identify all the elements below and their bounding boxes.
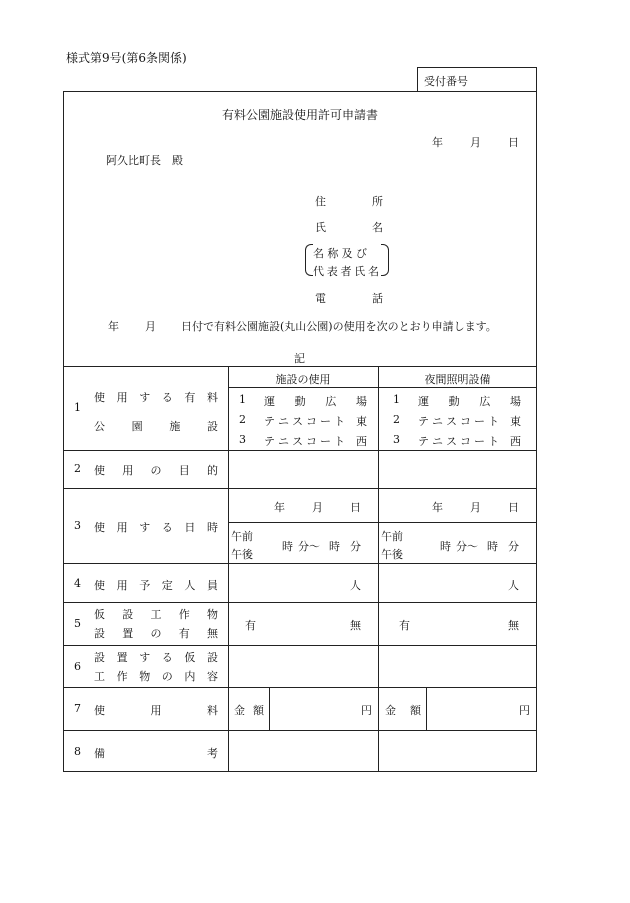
right-bracket: [381, 244, 389, 276]
facility-name: テ ニ ス コ ー ト 西: [418, 435, 521, 448]
facility-number: 1: [393, 393, 400, 406]
am-label: 午前: [381, 530, 403, 543]
facility-name: テ ニ ス コ ー ト 西: [264, 435, 367, 448]
facility-number: 2: [393, 413, 400, 426]
representative-line2: 代 表 者 氏 名: [313, 265, 379, 278]
facility-fee-amount-label: 金 額: [234, 704, 264, 717]
form-number-label: 様式第9号(第6条関係): [66, 51, 187, 65]
row2-label: 使 用 の 目 的: [94, 464, 218, 477]
row-line-3: [63, 563, 537, 564]
row3-number: 3: [74, 519, 81, 532]
row4-number: 4: [74, 577, 81, 590]
row6-label-line2: 工 作 物 の 内 容: [94, 670, 218, 683]
night-remarks-field[interactable]: [380, 732, 535, 770]
row3-label: 使 用 す る 日 時: [94, 521, 218, 534]
row8-number: 8: [74, 745, 81, 758]
row5-label-line1: 仮 設 工 作 物: [94, 608, 218, 621]
applicant-phone-label: 電 話: [315, 292, 383, 305]
row8-label: 備 考: [94, 747, 218, 760]
ki-label: 記: [294, 352, 305, 365]
facility-name: 運 動 広 場: [418, 395, 521, 408]
receipt-number-box: [417, 67, 537, 92]
row6-label-line1: 設 置 す る 仮 設: [94, 651, 218, 664]
row1-label-line1: 使 用 す る 有 料: [94, 391, 218, 404]
usage-purpose-field[interactable]: [230, 452, 376, 486]
row2-number: 2: [74, 462, 81, 475]
col-header-night-lighting: 夜間照明設備: [424, 373, 491, 386]
night-structure-content-field[interactable]: [380, 647, 535, 685]
am-label: 午前: [231, 530, 253, 543]
pm-label: 午後: [231, 548, 253, 561]
row4-label: 使 用 予 定 人 員: [94, 579, 218, 592]
facility-number: 3: [239, 433, 246, 446]
night-fee-yen[interactable]: 円: [519, 704, 530, 717]
left-bracket: [305, 244, 313, 276]
facility-remarks-field[interactable]: [230, 732, 376, 770]
row3-inner-line: [228, 522, 537, 523]
fee-amount-divider-left: [269, 687, 270, 730]
facility-number: 1: [239, 393, 246, 406]
night-purpose-field[interactable]: [380, 452, 535, 486]
receipt-number-label: 受付番号: [424, 75, 468, 88]
row-line-1: [63, 450, 537, 451]
night-fee-amount-label: 金 額: [385, 704, 421, 717]
table-top-line: [63, 366, 537, 367]
facility-persons-unit[interactable]: 人: [350, 579, 361, 592]
night-structure-yes[interactable]: 有: [399, 619, 410, 632]
pm-label: 午後: [381, 548, 403, 561]
facility-structure-content-field[interactable]: [230, 647, 376, 685]
row-line-4: [63, 602, 537, 603]
row5-label-line2: 設 置 の 有 無: [94, 627, 218, 640]
representative-line1: 名 称 及 び: [313, 247, 367, 260]
row-line-2: [63, 488, 537, 489]
facility-number: 2: [239, 413, 246, 426]
col-header-facility: 施設の使用: [275, 373, 331, 386]
addressee: 阿久比町長 殿: [106, 154, 183, 167]
row-line-6: [63, 687, 537, 688]
night-structure-no[interactable]: 無: [508, 619, 519, 632]
row7-label: 使 用 料: [94, 704, 218, 717]
col-divider-2: [378, 366, 379, 772]
facility-structure-yes[interactable]: 有: [245, 619, 256, 632]
facility-name: 運 動 広 場: [264, 395, 367, 408]
facility-name: テ ニ ス コ ー ト 東: [418, 415, 521, 428]
header-line: [228, 387, 537, 388]
row6-number: 6: [74, 660, 81, 673]
facility-number: 3: [393, 433, 400, 446]
row1-number: 1: [74, 401, 81, 414]
facility-name: テ ニ ス コ ー ト 東: [264, 415, 367, 428]
facility-fee-yen[interactable]: 円: [361, 704, 372, 717]
fee-amount-divider-right: [426, 687, 427, 730]
row-line-7: [63, 730, 537, 731]
applicant-name-label: 氏 名: [315, 221, 383, 234]
row-line-5: [63, 645, 537, 646]
night-persons-unit[interactable]: 人: [508, 579, 519, 592]
col-divider-1: [228, 366, 229, 772]
applicant-address-label: 住 所: [315, 195, 383, 208]
form-title: 有料公園施設使用許可申請書: [221, 108, 378, 122]
row7-number: 7: [74, 702, 81, 715]
row5-number: 5: [74, 617, 81, 630]
row1-label-line2: 公 園 施 設: [94, 420, 218, 433]
facility-structure-no[interactable]: 無: [350, 619, 361, 632]
